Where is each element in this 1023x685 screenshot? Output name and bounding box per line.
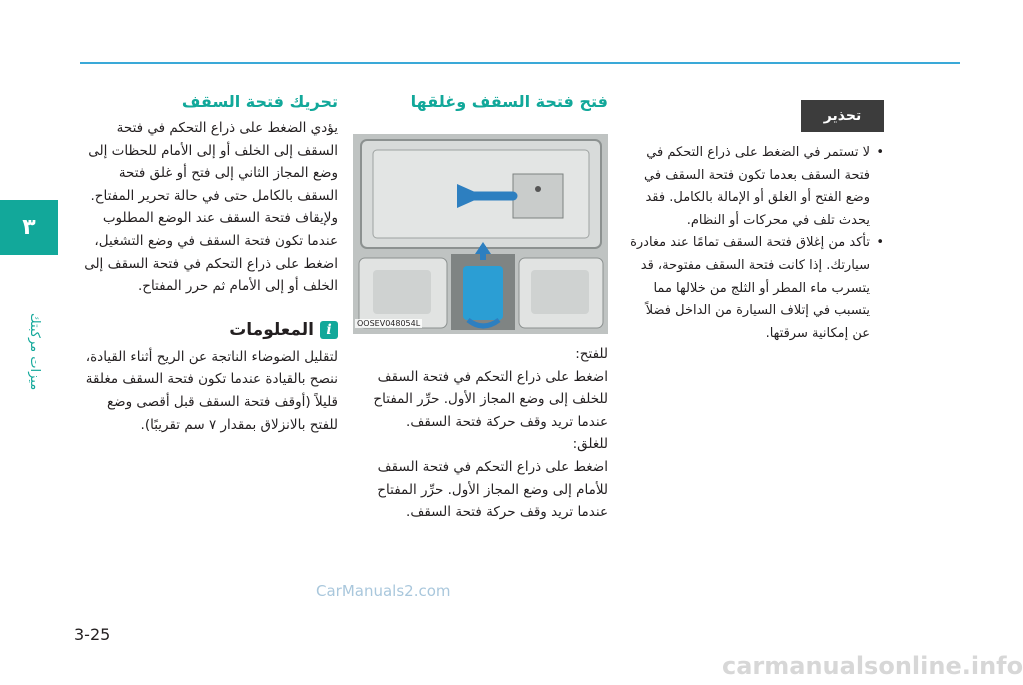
page-number: 3-25 <box>74 625 111 644</box>
watermark: CarManuals2.com <box>316 582 451 600</box>
info-header <box>80 320 338 340</box>
sliding-section <box>80 92 338 436</box>
warning-section <box>628 142 884 345</box>
info-icon: i <box>320 321 338 339</box>
warning-bullet-2: • تأكد من إغلاق فتحة السقف تمامًا عند مغادرة سيارتك. إذا كانت فتحة السقف مفتوحة، قد يتسرب ماء المطر أو الثلج من خلالها مما يتسبب في إتلاف السيارة من الداخل فضلاً عن إمكانية سرقتها. <box>628 232 884 345</box>
info-title: المعلومات <box>229 319 314 340</box>
close-title: للغلق: <box>572 436 608 453</box>
warning-box: تحذير <box>801 100 884 132</box>
sunroof-illustration <box>353 134 608 334</box>
open-title: للفتح: <box>575 346 608 362</box>
sliding-body: يؤدي الضغط على ذراع التحكم في فتحة السقف إلى الخلف أو إلى الأمام للحظات إلى وضع المجاز الثاني إلى فتح أو غلق فتحة السقف بالكامل حتى في حالة تحرير المفتاح. ولإيقاف فتحة السقف عند الوضع المطلوب عندما تكون فتحة السقف في وضع التشغيل، اضغط على ذراع التحكم في فتحة السقف إلى الخلف أو إلى الأمام ثم حرر المفتاح. <box>84 120 338 295</box>
warning-bullet-1: • لا تستمر في الضغط على ذراع التحكم في فتحة السقف بعدما تكون فتحة السقف في وضع الفتح أو الغلق أو الإمالة بالكامل. فقد يحدث تلف في محركات أو النظام. <box>628 142 884 232</box>
open-close-text <box>353 343 608 524</box>
chapter-label: ميزات مركبتك <box>27 313 42 391</box>
close-text: اضغط على ذراع التحكم في فتحة السقف للأمام إلى وضع المجاز الأول. حرِّر المفتاح عندما تريد وقف حركة فتحة السقف. <box>377 458 608 521</box>
chapter-tab: ٣ <box>0 200 58 255</box>
watermark-bottom: carmanualsonline.info <box>722 652 1023 680</box>
section-heading-sliding: تحريك فتحة السقف <box>181 92 338 111</box>
open-text: اضغط على ذراع التحكم في فتحة السقف للخلف إلى وضع المجاز الأول. حرِّر المفتاح عندما تريد وقف حركة فتحة السقف. <box>373 368 608 430</box>
open-close-section <box>353 92 608 117</box>
top-rule <box>80 62 960 64</box>
section-heading-open-close: فتح فتحة السقف وغلقها <box>410 92 608 111</box>
info-text: لتقليل الضوضاء الناتجة عن الريح أثناء القيادة، ننصح بالقيادة عندما تكون فتحة السقف مغلقة قليلاً (أوقف فتحة السقف قبل أقصى وضع للفتح بالانزلاق بمقدار ٧ سم تقريبًا). <box>85 348 338 433</box>
sunroof-figure <box>353 134 608 334</box>
warning-list <box>628 142 884 345</box>
figure-code: OOSEV048054L <box>357 319 421 328</box>
